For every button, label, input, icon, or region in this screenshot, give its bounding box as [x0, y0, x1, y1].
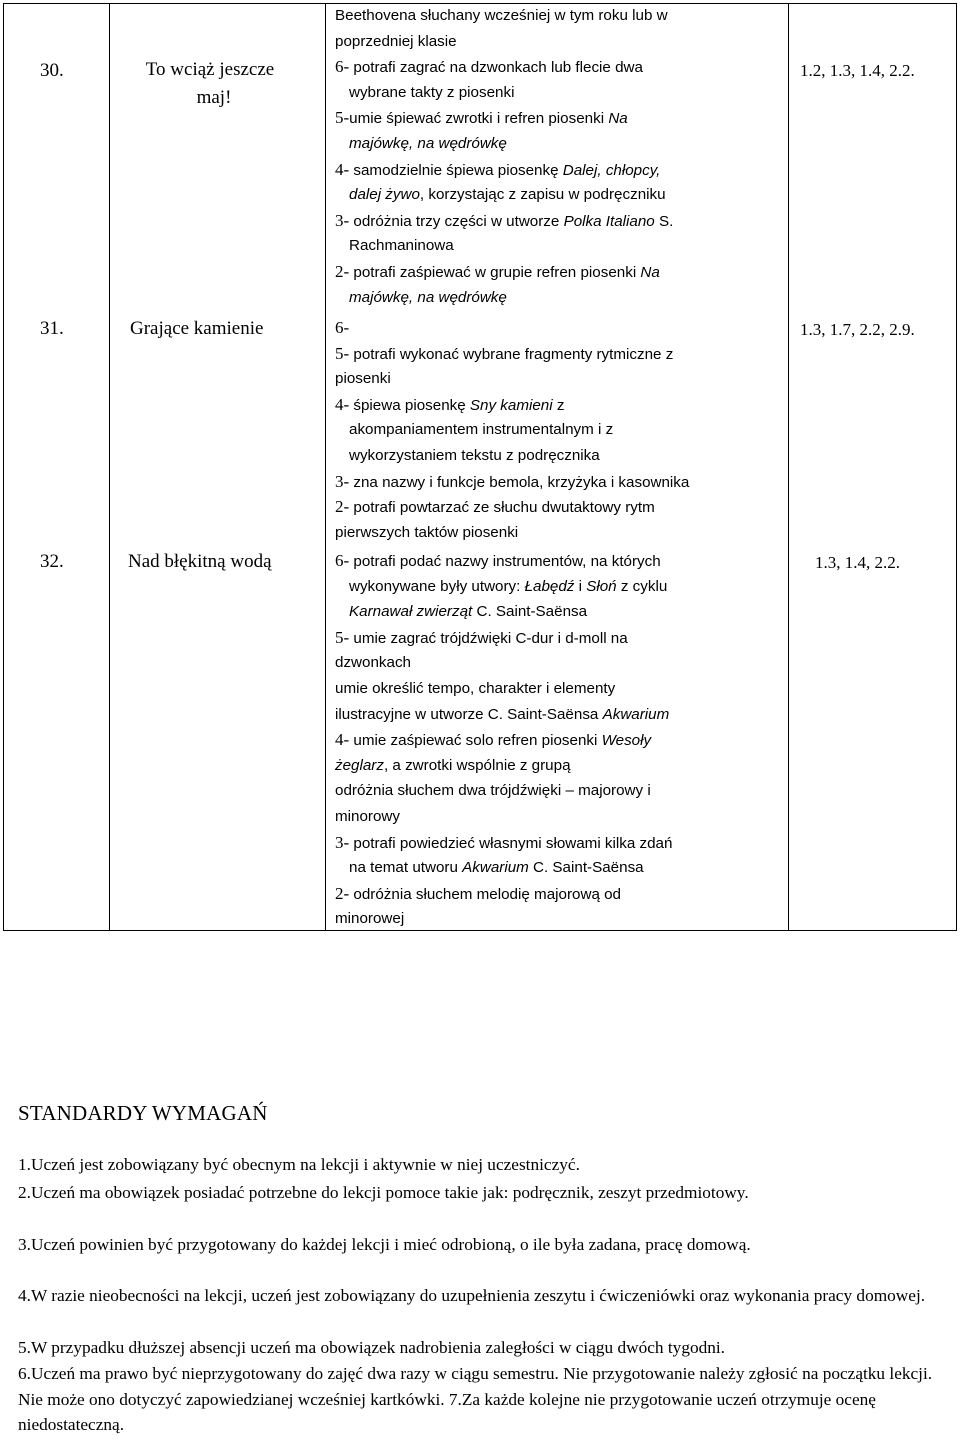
content-line — [335, 705, 669, 725]
italic-title-text: Wesoły — [601, 732, 652, 750]
line-text: na temat utworu — [349, 859, 463, 877]
line-text: samodzielnie śpiewa piosenkę — [349, 161, 563, 179]
content-line — [349, 420, 613, 440]
table-border-top — [3, 3, 957, 4]
requirement-item: 6.Uczeń ma prawo być nieprzygotowany do zajęć dwa razy w ciągu semestru. Nie przygotowanie należy zgłosić na początku lekcji. Nie może ono dotyczyć zapowiedzianej wcześniej kartkówki. 7.Za każde kolejne nie przygotowanie uczeń otrzymuje ocenę niedostateczną. — [18, 1364, 933, 1435]
content-line — [349, 602, 587, 622]
line-text: odróżnia słuchem melodię majorową od — [349, 885, 621, 903]
line-text: potrafi wykonać wybrane fragmenty rytmiczne z — [349, 345, 674, 363]
content-line — [335, 497, 655, 518]
line-text: odróżnia trzy części w utworze — [349, 212, 564, 230]
line-text: Rachmaninowa — [349, 237, 454, 255]
line-text: zna nazwy i funkcje bemola, krzyżyka i kasownika — [349, 473, 690, 491]
line-text: dzwonkach — [335, 654, 411, 672]
line-text: , a zwrotki wspólnie z grupą — [383, 756, 571, 774]
line-text: z cyklu — [616, 577, 668, 595]
grade-label: 5- — [335, 627, 350, 647]
line-text: akompaniamentem instrumentalnym i z — [349, 421, 614, 439]
requirement-item: 4.W razie nieobecności na lekcji, uczeń jest zobowiązany do uzupełnienia zeszytu i ćwiczeniówki oraz wykonania pracy domowej. — [18, 1286, 926, 1305]
grade-label: 4- — [335, 159, 350, 179]
grade-label: 3- — [335, 471, 350, 491]
content-line — [335, 730, 651, 751]
content-line — [335, 57, 643, 78]
content-line — [335, 781, 651, 801]
line-text: pierwszych taktów piosenki — [335, 523, 519, 541]
italic-title-text: majówkę, na wędrówkę — [349, 288, 507, 306]
line-text: z — [552, 396, 565, 414]
line-text: odróżnia słuchem dwa trójdźwięki – majorowy i — [335, 782, 651, 800]
content-line — [335, 653, 411, 673]
line-text: wykonywane były utwory: — [349, 577, 525, 595]
line-text: minorowy — [335, 808, 400, 825]
content-line — [335, 344, 673, 365]
content-line — [335, 909, 404, 929]
requirement-item: 5.W przypadku dłuższej absencji uczeń ma obowiązek nadrobienia zaległości w ciągu dwóch tygodni. — [18, 1338, 726, 1357]
row-standards: 1.3, 1.7, 2.2, 2.9. — [800, 320, 915, 339]
table-divider-topic — [325, 3, 326, 931]
row-title-line: Nad błękitną wodą — [128, 551, 272, 572]
content-line — [335, 756, 571, 776]
content-line — [349, 236, 454, 256]
italic-title-text: Akwarium — [602, 705, 670, 723]
content-line — [335, 262, 660, 283]
italic-title-text: Łabędź — [524, 577, 575, 595]
grade-label: 4- — [335, 730, 350, 750]
line-text: S. — [654, 212, 674, 230]
content-line — [349, 288, 507, 308]
italic-title-text: Słoń — [586, 577, 617, 595]
line-text: minorowej — [335, 910, 405, 928]
line-text: potrafi podać nazwy instrumentów, na których — [349, 553, 661, 570]
table-divider-number — [109, 3, 110, 931]
content-line — [349, 446, 600, 466]
requirement-item: 1.Uczeń jest zobowiązany być obecnym na lekcji i aktywnie w niej uczestniczyć. — [18, 1155, 580, 1174]
content-line — [335, 160, 660, 181]
line-text: umie zagrać trójdźwięki C-dur i d-moll na — [349, 629, 628, 647]
italic-title-text: Sny kamieni — [469, 396, 553, 414]
content-line — [335, 628, 628, 649]
content-line — [335, 6, 668, 26]
requirement-item: 3.Uczeń powinien być przygotowany do każdej lekcji i mieć odrobioną, o ile była zadana, pracę domową. — [18, 1235, 751, 1254]
line-text: śpiewa piosenkę — [349, 396, 470, 414]
content-line — [335, 551, 661, 572]
line-text: umie zaśpiewać solo refren piosenki — [349, 732, 602, 750]
grade-label: 5- — [335, 108, 350, 128]
content-line — [335, 211, 673, 232]
row-title-line: maj! — [196, 87, 232, 108]
table-border-right — [956, 3, 957, 931]
content-line — [335, 472, 689, 493]
row-title — [130, 317, 310, 341]
line-text: potrafi zaśpiewać w grupie refren piosenki — [349, 264, 641, 281]
grade-label: 2- — [335, 883, 350, 903]
row-title — [128, 550, 328, 574]
row-standards: 1.2, 1.3, 1.4, 2.2. — [800, 61, 915, 80]
content-line — [335, 807, 400, 827]
table-border-left — [3, 3, 4, 931]
table-divider-content — [788, 3, 789, 931]
line-text: wykorzystaniem tekstu z podręcznika — [349, 447, 600, 464]
line-text: piosenki — [335, 370, 391, 388]
content-line — [335, 108, 628, 129]
italic-title-text: żeglarz — [335, 756, 384, 774]
content-line — [335, 833, 672, 854]
grade-label: 3- — [335, 210, 350, 230]
row-title-line: To wciąż jeszcze — [145, 59, 275, 80]
italic-title-text: Akwarium — [462, 859, 529, 877]
content-line — [335, 395, 564, 416]
line-text: potrafi zagrać na dzwonkach lub flecie dwa — [349, 59, 643, 77]
content-line — [349, 577, 667, 597]
line-text: potrafi powiedzieć własnymi słowami kilka zdań — [349, 834, 673, 852]
row-number: 31. — [40, 318, 64, 339]
content-line — [335, 318, 349, 339]
grade-label: 2- — [335, 262, 350, 281]
italic-title-text: majówkę, na wędrówkę — [349, 135, 507, 152]
line-text: umie określić tempo, charakter i elementy — [335, 680, 616, 697]
line-text: , korzystając z zapisu w podręczniku — [419, 186, 666, 204]
grade-label: 6- — [335, 57, 350, 77]
content-line — [349, 858, 644, 878]
row-number: 32. — [40, 551, 64, 572]
row-title — [130, 58, 290, 110]
content-line — [335, 523, 518, 543]
grade-label: 4- — [335, 394, 350, 414]
grade-label: 6- — [335, 551, 350, 570]
grade-label: 2- — [335, 497, 350, 517]
content-line — [349, 185, 666, 205]
content-line — [335, 884, 621, 905]
line-text: poprzedniej klasie — [335, 32, 457, 50]
italic-title-text: dalej żywo — [349, 186, 420, 204]
line-text: ilustracyjne w utworze C. Saint-Saënsa — [335, 705, 603, 723]
line-text: C. Saint-Saënsa — [472, 603, 588, 621]
line-text: wybrane takty z piosenki — [349, 83, 515, 101]
row-number: 30. — [40, 60, 64, 81]
line-text: C. Saint-Saënsa — [528, 859, 644, 877]
content-line — [349, 134, 507, 154]
grade-label: 3- — [335, 832, 350, 852]
content-line — [335, 32, 457, 52]
line-text: Beethovena słuchany wcześniej w tym roku lub w — [335, 7, 668, 24]
requirements-heading: STANDARDY WYMAGAŃ — [18, 1101, 268, 1125]
italic-title-text: Karnawał zwierząt — [349, 603, 473, 621]
row-standards: 1.3, 1.4, 2.2. — [815, 553, 900, 572]
italic-title-text: Na — [608, 110, 628, 128]
italic-title-text: Na — [640, 264, 660, 281]
line-text: umie śpiewać zwrotki i refren piosenki — [349, 110, 609, 128]
grade-label: 6- — [335, 318, 350, 337]
line-text: potrafi powtarzać ze słuchu dwutaktowy rytm — [349, 499, 655, 517]
content-line — [335, 369, 391, 389]
italic-title-text: Dalej, chłopcy, — [562, 161, 661, 179]
content-line — [335, 679, 615, 699]
row-title-line: Grające kamienie — [130, 318, 264, 339]
italic-title-text: Polka Italiano — [563, 212, 655, 230]
content-line — [349, 83, 514, 103]
table-border-bottom — [3, 930, 957, 931]
requirement-item: 2.Uczeń ma obowiązek posiadać potrzebne do lekcji pomoce takie jak: podręcznik, zeszyt przedmiotowy. — [18, 1183, 749, 1202]
line-text: i — [574, 577, 587, 595]
grade-label: 5- — [335, 343, 350, 363]
